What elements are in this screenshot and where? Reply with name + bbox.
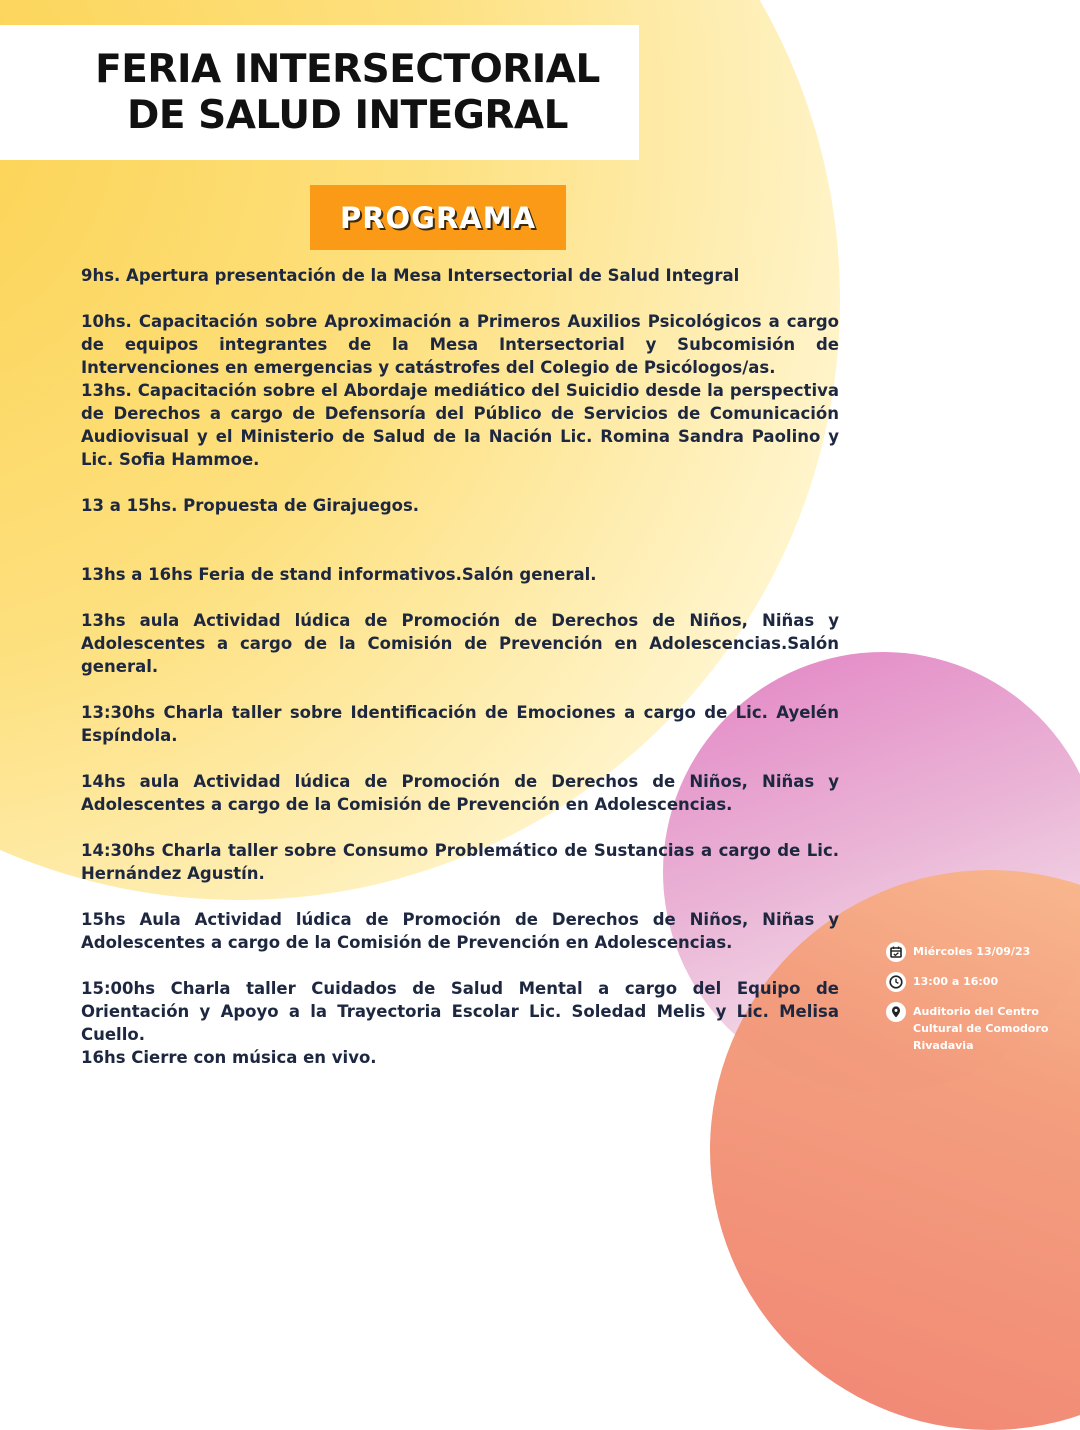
- schedule-spacer: [81, 540, 839, 563]
- calendar-icon: [886, 942, 906, 962]
- clock-icon: [886, 972, 906, 992]
- location-pin-icon: [886, 1002, 906, 1022]
- schedule-item: 13hs aula Actividad lúdica de Promoción de Derechos de Niños, Niñas y Adolescentes a cargo de la Comisión de Prevención en Adolescencias.Salón general.: [81, 611, 839, 676]
- schedule-item: 14:30hs Charla taller sobre Consumo Problemático de Sustancias a cargo de Lic. Hernández Agustín.: [81, 841, 839, 883]
- schedule-spacer: [81, 517, 839, 540]
- schedule-item: 13:30hs Charla taller sobre Identificación de Emociones a cargo de Lic. Ayelén Espíndola.: [81, 703, 839, 745]
- schedule-item: 10hs. Capacitación sobre Aproximación a Primeros Auxilios Psicológicos a cargo de equipos integrantes de la Mesa Intersectorial y Subcomisión de Intervenciones en emergencias y catástrofes del Colegio de Psicólogos/as.: [81, 312, 839, 377]
- schedule-item: 15:00hs Charla taller Cuidados de Salud Mental a cargo del Equipo de Orientación y Apoyo a la Trayectoria Escolar Lic. Soledad Melis y Lic. Melisa Cuello.: [81, 979, 839, 1044]
- schedule-item: 9hs. Apertura presentación de la Mesa Intersectorial de Salud Integral: [81, 266, 740, 285]
- schedule-spacer: [81, 471, 839, 494]
- page-title: FERIA INTERSECTORIAL DE SALUD INTEGRAL: [95, 47, 600, 138]
- schedule-item: 14hs aula Actividad lúdica de Promoción de Derechos de Niños, Niñas y Adolescentes a cargo de la Comisión de Prevención en Adolescencias.: [81, 772, 839, 814]
- event-time-text: 13:00 a 16:00: [913, 975, 999, 988]
- schedule-item: 15hs Aula Actividad lúdica de Promoción de Derechos de Niños, Niñas y Adolescentes a cargo de la Comisión de Prevención en Adolescencias.: [81, 910, 839, 952]
- program-heading: PROGRAMA: [339, 200, 537, 235]
- event-date-text: Miércoles 13/09/23: [913, 945, 1031, 958]
- schedule-item: 13 a 15hs. Propuesta de Girajuegos.: [81, 496, 420, 515]
- schedule-spacer: [81, 816, 839, 839]
- event-location-text: Auditorio del Centro Cultural de Comodoro Rivadavia: [913, 1005, 1049, 1052]
- schedule-item: 13hs a 16hs Feria de stand informativos.Salón general.: [81, 565, 597, 584]
- schedule-spacer: [81, 954, 839, 977]
- schedule-item: 16hs Cierre con música en vivo.: [81, 1048, 377, 1067]
- program-heading-box: [310, 185, 566, 250]
- schedule-list: [81, 264, 839, 1069]
- schedule-spacer: [81, 586, 839, 609]
- schedule-spacer: [81, 747, 839, 770]
- schedule-spacer: [81, 678, 839, 701]
- schedule-spacer: [81, 885, 839, 908]
- schedule-spacer: [81, 287, 839, 310]
- schedule-item: 13hs. Capacitación sobre el Abordaje mediático del Suicidio desde la perspectiva de Derechos a cargo de Defensoría del Público de Servicios de Comunicación Audiovisual y el Ministerio de Salud de la Nación Lic. Romina Sandra Paolino y Lic. Sofia Hammoe.: [81, 381, 839, 469]
